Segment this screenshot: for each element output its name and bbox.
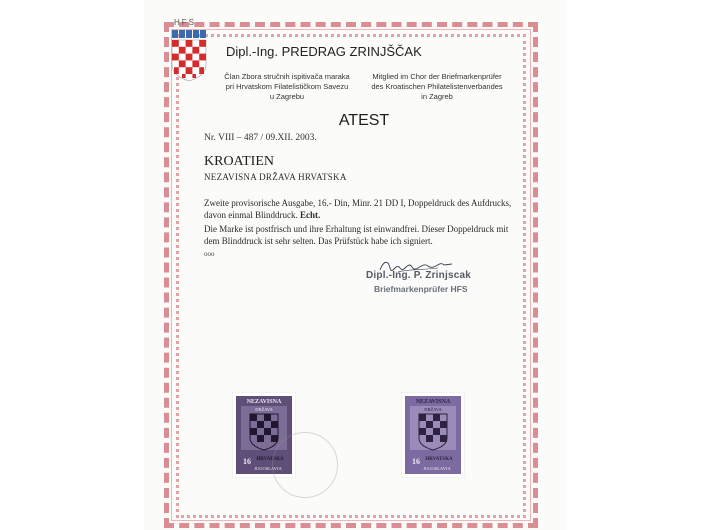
certificate-reference: Nr. VIII – 487 / 09.XII. 2003. (204, 133, 317, 143)
postmark-ring (272, 432, 338, 498)
hfs-logo-text: HFS (174, 18, 196, 27)
overprint-mid: DRŽAVA (424, 407, 442, 412)
signature-stamp-role: Briefmarkenprüfer HFS (374, 284, 468, 294)
association-line: u Zagrebu (269, 92, 305, 101)
stamp-country-text: JUGOSLAVIA (254, 466, 282, 471)
examiner-name: Dipl.-Ing. PREDRAG ZRINJŠČAK (226, 44, 422, 59)
country-subtitle: NEZAVISNA DRŽAVA HRVATSKA (204, 172, 347, 182)
overprint-mid: DRŽAVA (255, 407, 273, 412)
description-text: Zweite provisorische Ausgabe, 16.- Din, Minr. 21 DD I, Doppeldruck des Aufdrucks, davon einmal Blinddruck. (204, 198, 512, 220)
country-heading: KROATIEN (204, 154, 274, 169)
signature-stamp-name: Dipl.-Ing. P. Zrinjscak (366, 270, 471, 281)
association-line: pri Hrvatskom Filatelističkom Savezu (225, 82, 349, 91)
stamp-value: 16 (412, 457, 420, 466)
stamp-country-text: JUGOSLAVIA (423, 466, 451, 471)
association-line: Mitglied im Chor der Briefmarkenprüfer (372, 72, 502, 81)
overprint-top: NEZAVISNA (246, 399, 282, 405)
association-line: Član Zbora stručnih ispitivača maraka (224, 72, 350, 81)
association-line: in Zagreb (421, 92, 453, 101)
croatian-coat-of-arms-icon (168, 30, 210, 82)
verdict-text: Echt. (299, 209, 321, 220)
stamp-description (204, 198, 514, 221)
certificate-title: ATEST (338, 112, 390, 129)
overprint-top: NEZAVISNA (415, 399, 451, 405)
association-german (362, 72, 512, 102)
postage-stamp-right (401, 392, 465, 478)
overprint-bottom: HRVATSKA (256, 457, 284, 462)
association-croatian (214, 72, 360, 102)
overprint-bottom: HRVATSKA (425, 457, 453, 462)
ooo-marker: ooo (204, 250, 215, 258)
association-line: des Kroatischen Philatelistenverbandes (371, 82, 503, 91)
decorative-inner-border (176, 34, 526, 518)
condition-text: Die Marke ist postfrisch und ihre Erhaltung ist einwandfrei. Dieser Doppeldruck mit dem Blinddruck ist sehr selten. Das Prüfstück habe ich signiert. (204, 224, 509, 246)
stamp-value: 16 (243, 457, 251, 466)
